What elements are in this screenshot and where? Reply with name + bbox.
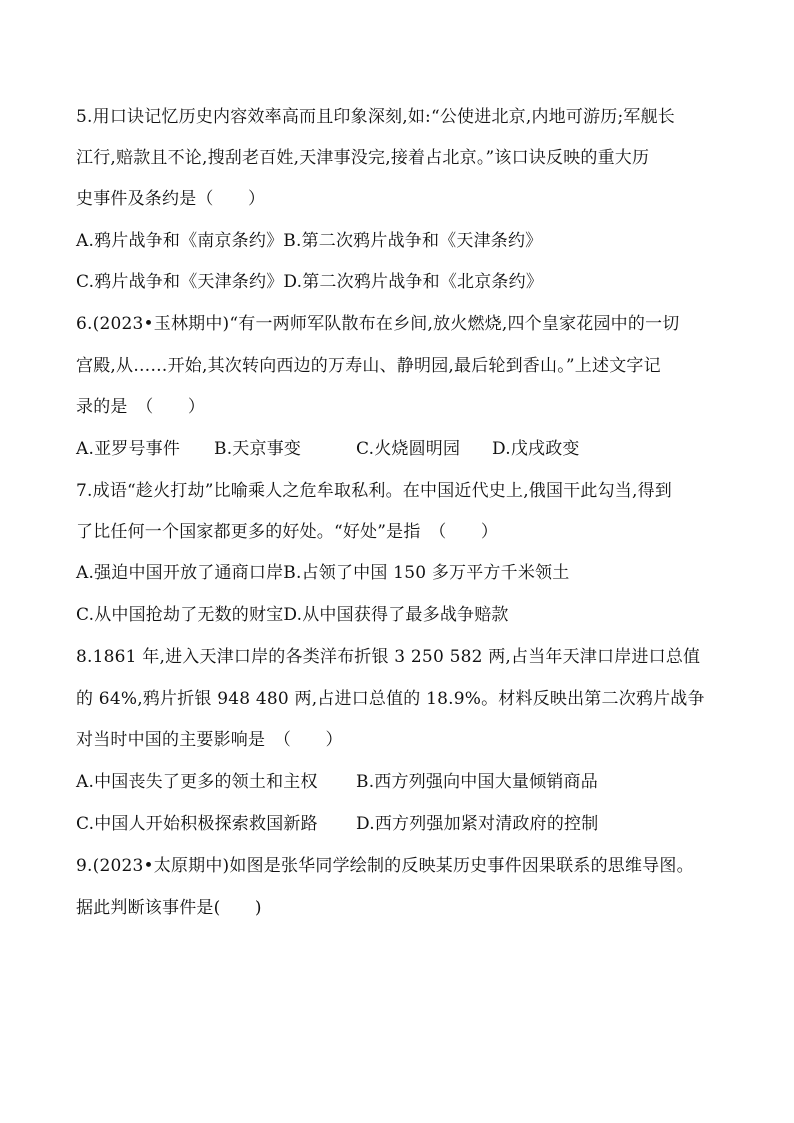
q9-line-1: 9.(2023•太原期中)如图是张华同学绘制的反映某历史事件因果联系的思维导图。 (76, 856, 694, 876)
q5-line-2: 江行,赔款且不论,搜刮老百姓,天津事没完,接着占北京。”该口诀反映的重大历 (76, 148, 650, 168)
q8-line-1: 8.1861 年,进入天津口岸的各类洋布折银 3 250 582 两,占当年天津口岸进口总值 (76, 647, 701, 667)
q6-option-b: B.天京事变 (214, 439, 302, 459)
q5-options-row-1: A.鸦片战争和《南京条约》B.第二次鸦片战争和《天津条约》 (76, 231, 543, 251)
q9-line-2: 据此判断该事件是( ) (76, 898, 262, 918)
q5-line-1: 5.用口诀记忆历史内容效率高而且印象深刻,如:“公使进北京,内地可游历;军舰长 (76, 107, 675, 127)
q6-option-a: A.亚罗号事件 (76, 439, 181, 459)
q5-options-row-2: C.鸦片战争和《天津条约》D.第二次鸦片战争和《北京条约》 (76, 272, 544, 292)
q7-options-row-2: C.从中国抢劫了无数的财宝D.从中国获得了最多战争赔款 (76, 605, 509, 625)
q6-options-row (76, 439, 580, 459)
q8-option-c: C.中国人开始积极探索救国新路 (76, 814, 318, 834)
q6-option-d: D.戊戌政变 (492, 439, 580, 459)
q5-line-3: 史事件及条约是（ ） (76, 189, 266, 209)
q7-line-2: 了比任何一个国家都更多的好处。“好处”是指 （ ） (76, 522, 499, 542)
q6-line-1: 6.(2023•玉林期中)“有一两师军队散布在乡间,放火燃烧,四个皇家花园中的一切 (76, 314, 680, 334)
q6-line-2: 宫殿,从……开始,其次转向西边的万寿山、静明园,最后轮到香山。”上述文字记 (76, 356, 661, 376)
q8-options-row-2 (76, 814, 598, 834)
q8-option-d: D.西方列强加紧对清政府的控制 (356, 814, 599, 834)
q8-option-a: A.中国丧失了更多的领土和主权 (76, 772, 318, 792)
q8-line-2: 的 64%,鸦片折银 948 480 两,占进口总值的 18.9%。材料反映出第二次鸦片战争 (76, 689, 705, 709)
q6-line-3: 录的是 （ ） (76, 397, 206, 417)
q7-options-row-1: A.强迫中国开放了通商口岸B.占领了中国 150 多万平方千米领土 (76, 563, 570, 583)
q8-line-3: 对当时中国的主要影响是 （ ） (76, 730, 343, 750)
q8-options-row-1 (76, 772, 598, 792)
q6-option-c: C.火烧圆明园 (356, 439, 461, 459)
q8-option-b: B.西方列强向中国大量倾销商品 (356, 772, 598, 792)
q7-line-1: 7.成语“趁火打劫”比喻乘人之危牟取私利。在中国近代史上,俄国干此勾当,得到 (76, 481, 673, 501)
